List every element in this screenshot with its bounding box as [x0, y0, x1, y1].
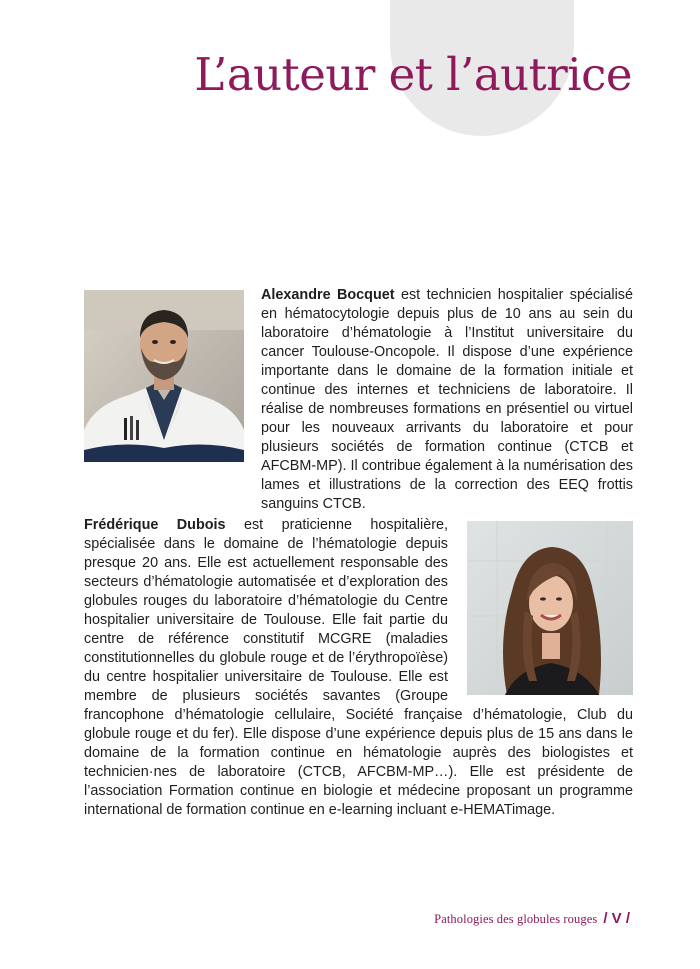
author-name: Alexandre Bocquet [261, 287, 395, 303]
author-photo-frederique-dubois [467, 521, 633, 695]
page-footer [434, 910, 630, 928]
footer-book-title: Pathologies des globules rouges [434, 912, 598, 926]
author-bio-alexandre-bocquet [261, 286, 633, 514]
author-photo-alexandre-bocquet [84, 290, 244, 462]
author-name: Frédérique Dubois [84, 517, 226, 533]
page-title: L’auteur et l’autrice [194, 48, 632, 101]
author-bio-text: est technicien hospitalier spécialisé en hématocytologie depuis plus de 10 ans au sein du laboratoire d’hématologie à l’Institut universitaire du cancer Toulouse-Oncopole. Il dispose d’une expérience importante dans le domaine de la formation initiale et continue des internes et techniciens de laboratoire. Il réalise de nombreuses formations en présentiel ou virtuel pour les nouveaux arrivants du laboratoire et pour plusieurs sociétés de formation continue (CTCB et AFCBM-MP). Il contribue également à la numérisation des lames et illustrations de la correction des EEQ frottis sanguins CTCB. [261, 287, 633, 512]
author-bio-text: est praticienne hospitalière, spécialisée dans le domaine de l’hématologie depuis presque 20 ans. Elle est actuellement responsable des secteurs d’hématologie automatisée et d’exploration des globules rouges du laboratoire d’hématologie du Centre hospitalier universitaire de Toulouse. Elle fait partie du centre de référence constitutif MCGRE (maladies constitutionnelles du globule rouge et de l’érythropoïèse) du centre hospitalier universitaire de Toulouse. Elle est membre de plusieurs sociétés savantes (Groupe francophone d’hématologie cellulaire, Société française d’hématologie, Club du globule rouge et du fer). Elle dispose d’une expérience depuis plus de 15 ans dans le domaine de la formation continue en hématologie auprès des biologistes et technicien·nes de laboratoire (CTCB, AFCBM-MP…). Elle est présidente de l’association Formation continue en biologie et médecine proposant un programme international de formation continue en e-learning incluant e-HEMATimage. [84, 517, 633, 818]
author-bio-frederique-dubois [84, 516, 633, 820]
footer-page-number: / V / [603, 910, 630, 927]
